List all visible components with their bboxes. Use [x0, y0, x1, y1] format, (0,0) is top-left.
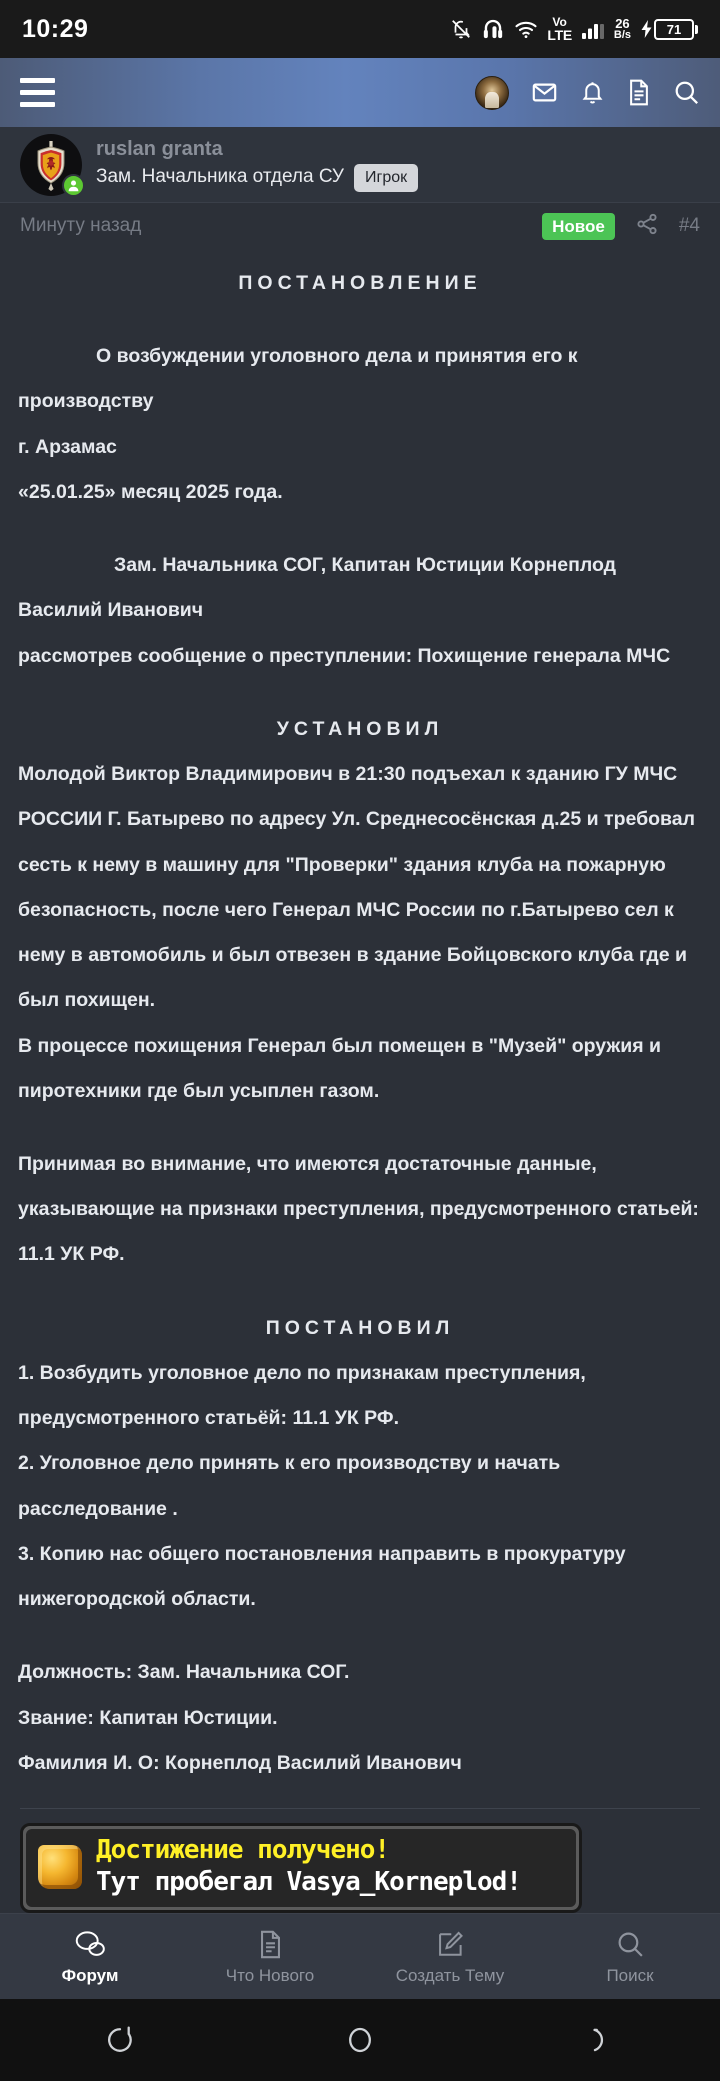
nav-label: Форум: [61, 1966, 119, 1986]
achievement-text: [96, 1836, 521, 1898]
nav-item-create-thread[interactable]: [360, 1926, 540, 1986]
post-decided-item: 2. Уголовное дело принять к его производству и начать расследование .: [18, 1452, 561, 1520]
post-city: г. Арзамас: [18, 435, 117, 458]
post-meta-row: [0, 203, 720, 249]
headphones-icon: [481, 18, 505, 40]
post-signature-rank: Звание: Капитан Юстиции.: [18, 1706, 278, 1729]
post-heading: ПОСТАНОВЛЕНИЕ: [238, 272, 482, 294]
nav-label: Создать Тему: [395, 1966, 505, 1986]
search-icon[interactable]: [673, 79, 700, 106]
online-status-indicator: [62, 174, 85, 197]
spacer: [18, 679, 702, 707]
post-signature-position: Должность: Зам. Начальника СОГ.: [18, 1661, 350, 1684]
gold-nugget-icon: [38, 1845, 82, 1889]
nav-label: Что Нового: [225, 1966, 315, 1986]
post-subject: О возбуждении уголовного дела и принятия его к производству: [18, 345, 578, 413]
author-badge: Игрок: [354, 164, 418, 192]
share-icon[interactable]: [635, 212, 659, 241]
spacer: [18, 1278, 702, 1306]
create-thread-icon: [436, 1930, 464, 1959]
signal-bars-icon: [581, 19, 605, 39]
author-title-row: [96, 164, 418, 192]
spacer: [18, 515, 702, 543]
hamburger-menu-icon[interactable]: [20, 78, 55, 107]
divider: [20, 1808, 700, 1809]
home-button[interactable]: [240, 2024, 480, 2056]
hamburger-line: [20, 78, 55, 83]
wifi-icon: [514, 19, 538, 39]
bell-off-icon: [450, 18, 472, 40]
post-signature-name: Фамилия И. О: Корнеплод Василий Иванович: [18, 1751, 462, 1774]
post-established-para-2: В процессе похищения Генерал был помещен в "Музей" оружия и пиротехники где был усыплен газом.: [18, 1034, 661, 1102]
achievement-card: [20, 1823, 582, 1913]
achievement-card-inner: [26, 1829, 576, 1907]
post-decided-heading: ПОСТАНОВИЛ: [265, 1316, 455, 1339]
hamburger-line: [20, 90, 55, 95]
post-established-para-1: Молодой Виктор Владимирович в 21:30 подъехал к зданию ГУ МЧС РОССИИ Г. Батырево по адресу Ул. Среднесосёнская д.25 и требовал сесть к нему в машину для "Проверки" здания клуба на пожарную безопасность, после чего Генерал МЧС России по г.Батырево сел к нему в автомобиль и был отвезен в здание Бойцовского клуба где и был похищен.: [18, 763, 695, 1012]
bottom-navigation: [0, 1913, 720, 1999]
battery-tip: [695, 25, 698, 34]
hamburger-line: [20, 102, 55, 107]
spacer: [18, 1622, 702, 1650]
battery-level: 71: [654, 19, 694, 40]
achievement-title: Достижение получено!: [96, 1835, 390, 1866]
app-header: [0, 58, 720, 127]
inbox-icon[interactable]: [531, 79, 558, 106]
app-header-actions: [475, 76, 700, 110]
post-date: «25.01.25» месяц 2025 года.: [18, 480, 283, 503]
charging-bolt-icon: [640, 20, 653, 38]
status-badge: Новое: [542, 213, 615, 240]
volte-icon: Vo LTE: [547, 14, 572, 43]
post-officer-line: Зам. Начальника СОГ, Капитан Юстиции Корнеплод Василий Иванович: [18, 554, 617, 622]
whats-new-icon: [258, 1930, 283, 1959]
nav-label: Поиск: [606, 1966, 654, 1986]
spacer: [18, 1114, 702, 1142]
post-established-heading: УСТАНОВИЛ: [276, 717, 444, 740]
pages-icon[interactable]: [627, 79, 651, 106]
battery-indicator: [640, 19, 698, 40]
post-consideration: Принимая во внимание, что имеются достаточные данные, указывающие на признаки преступления, предусмотренного статьей: 11.1 УК РФ.: [18, 1152, 699, 1266]
post-number[interactable]: #4: [678, 215, 700, 236]
nav-item-whats-new[interactable]: [180, 1926, 360, 1986]
post-decided-item: 1. Возбудить уголовное дело по признакам преступления, предусмотренного статьёй: 11.1 УК РФ.: [18, 1361, 586, 1430]
author-meta: [96, 138, 418, 192]
post-meta-actions: [542, 212, 700, 241]
back-button[interactable]: [480, 2024, 720, 2056]
author-title: Зам. Начальника отдела СУ: [96, 166, 345, 188]
network-speed-indicator: 26 B/s: [613, 16, 631, 41]
nav-item-search[interactable]: [540, 1926, 720, 1986]
recents-button[interactable]: [0, 2024, 240, 2056]
status-bar-icons: [450, 16, 698, 43]
forum-icon: [74, 1930, 107, 1959]
android-navigation-bar: [0, 1999, 720, 2081]
status-bar: [0, 0, 720, 58]
post-content: [0, 249, 720, 1913]
avatar[interactable]: [475, 76, 509, 110]
post-author-row: [0, 127, 720, 203]
post-report-line: рассмотрев сообщение о преступлении: Похищение генерала МЧС: [18, 644, 671, 667]
search-icon: [616, 1930, 645, 1959]
post-decided-item: 3. Копию нас общего постановления направить в прокуратуру нижегородской области.: [18, 1542, 626, 1611]
status-bar-clock: 10:29: [22, 14, 89, 43]
author-avatar-wrap[interactable]: [20, 134, 82, 196]
achievement-subtitle: Тут пробегал Vasya_Korneplod!: [96, 1866, 521, 1897]
post-timestamp: Минуту назад: [20, 215, 142, 236]
spacer: [18, 306, 702, 334]
author-username[interactable]: ruslan granta: [96, 137, 223, 160]
alerts-icon[interactable]: [580, 79, 605, 106]
nav-item-forum[interactable]: [0, 1926, 180, 1986]
